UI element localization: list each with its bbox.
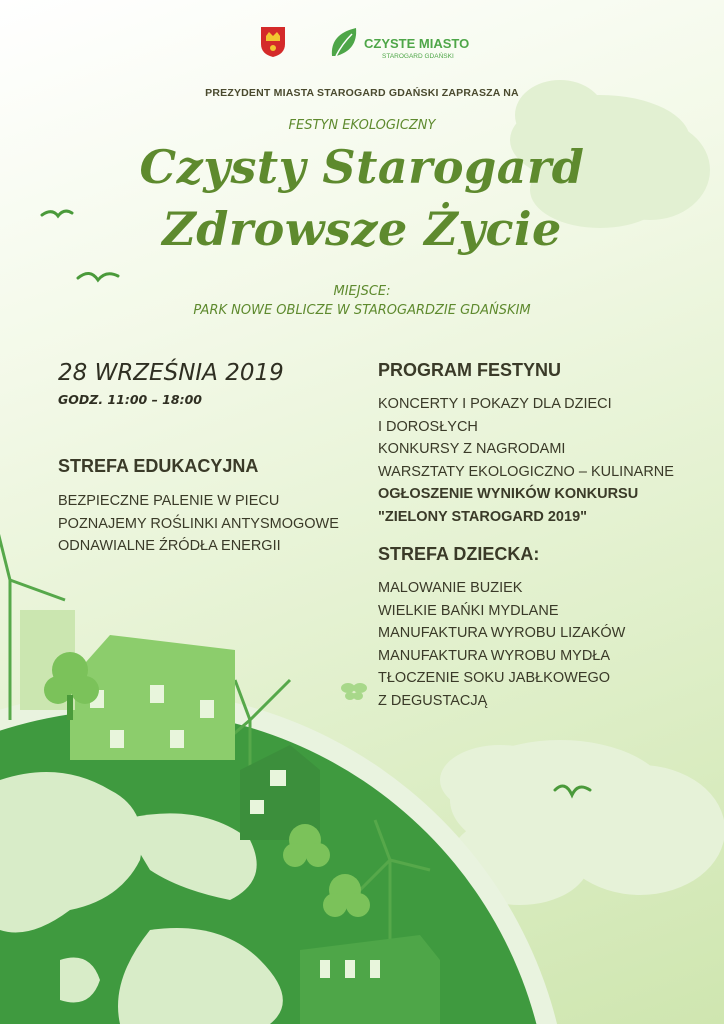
- place-label: MIEJSCE:: [333, 284, 391, 299]
- brand-name: CZYSTE MIASTO: [364, 36, 470, 51]
- brand-subtitle: STAROGARD GDAŃSKI: [382, 53, 454, 60]
- program-list: [378, 393, 674, 528]
- list-item: ODNAWIALNE ŹRÓDŁA ENERGII: [58, 538, 281, 554]
- list-item: BEZPIECZNE PALENIE W PIECU: [58, 493, 280, 509]
- list-item: KONCERTY I POKAZY DLA DZIECI: [378, 396, 612, 412]
- list-item: TŁOCZENIE SOKU JABŁKOWEGO: [378, 670, 611, 686]
- event-time: GODZ. 11:00 – 18:00: [58, 392, 202, 407]
- event-date: 28 WRZEŚNIA 2019: [58, 360, 284, 386]
- list-item: MANUFAKTURA WYROBU LIZAKÓW: [378, 625, 626, 641]
- coat-of-arms-icon: [260, 26, 286, 58]
- list-item: I DOROSŁYCH: [378, 418, 478, 435]
- title-line-1: Czysty Starogard: [139, 140, 585, 194]
- program-heading: PROGRAM FESTYNU: [378, 360, 562, 380]
- list-item: MALOWANIE BUZIEK: [378, 580, 523, 596]
- place-text: PARK NOWE OBLICZE W STAROGARDZIE GDAŃSKIM: [193, 303, 531, 318]
- strefa-dziecka-heading: STREFA DZIECKA:: [378, 544, 540, 564]
- list-item: Z DEGUSTACJĄ: [378, 692, 488, 709]
- list-item: "ZIELONY STAROGARD 2019": [378, 508, 588, 525]
- butterfly-icon: [341, 683, 367, 700]
- list-item: KONKURSY Z NAGRODAMI: [378, 441, 566, 457]
- invite-text: PREZYDENT MIASTA STAROGARD GDAŃSKI ZAPRASZA NA: [205, 87, 519, 99]
- list-item: WARSZTATY EKOLOGICZNO – KULINARNE: [378, 463, 674, 480]
- festyn-label: FESTYN EKOLOGICZNY: [288, 118, 436, 133]
- strefa-edukacyjna-heading: STREFA EDUKACYJNA: [58, 456, 259, 476]
- list-item: WIELKIE BAŃKI MYDLANE: [378, 602, 559, 619]
- list-item: POZNAJEMY ROŚLINKI ANTYSMOGOWE: [58, 515, 339, 532]
- list-item: MANUFAKTURA WYROBU MYDŁA: [378, 647, 611, 664]
- list-item: OGŁOSZENIE WYNIKÓW KONKURSU: [378, 486, 639, 502]
- strefa-edukacyjna-list: [58, 490, 339, 558]
- leaf-logo-icon: [330, 26, 358, 60]
- strefa-dziecka-list: [378, 577, 625, 712]
- brand-logo: [330, 26, 480, 66]
- title-line-2: Zdrowsze Życie: [162, 202, 562, 256]
